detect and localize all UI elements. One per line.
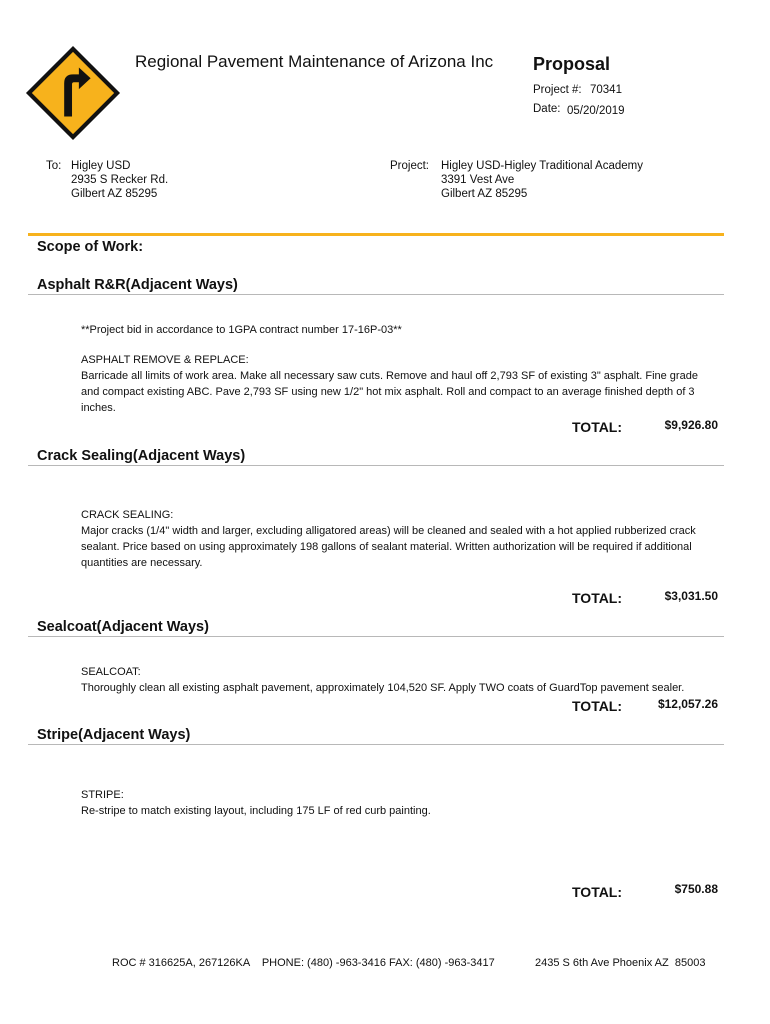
total-label: TOTAL: [572,419,623,435]
total-amount: $9,926.80 [664,418,718,432]
total-label: TOTAL: [572,698,623,714]
project-number-label: Project #: [533,84,582,96]
section-rule [28,465,724,466]
footer-address: 2435 S 6th Ave Phoenix AZ 85003 [535,957,706,969]
section-title: Stripe(Adjacent Ways) [37,727,191,743]
to-line: Higley USD [71,160,131,172]
turn-right-road-sign-icon [24,44,122,142]
project-address [441,159,643,201]
to-line: 2935 S Recker Rd. [71,174,169,186]
total-amount: $3,031.50 [664,589,718,603]
section-description: Major cracks (1/4" width and larger, excluding alligatored areas) will be cleaned and sealed with a hot applied rubberized crack sealant. Price based on using approximately 198 gallons of sealant material. Written authorization will be required if additional quantities are necessary. [81,525,696,570]
document-title: Proposal [533,54,611,74]
project-line: Gilbert AZ 85295 [441,188,528,200]
section-description: Thoroughly clean all existing asphalt pavement, approximately 104,520 SF. Apply TWO coats of GuardTop pavement sealer. [81,682,685,694]
project-label: Project: [390,160,429,172]
section-heading: SEALCOAT: [81,666,141,678]
date-value: 05/20/2019 [567,105,625,117]
scope-title: Scope of Work: [37,239,144,255]
section-description: Barricade all limits of work area. Make all necessary saw cuts. Remove and haul off 2,793 SF of existing 3" asphalt. Fine grade and compact existing ABC. Pave 2,793 SF using new 1/2" hot mix asphalt. Roll and compact to an average finished depth of 3 inches. [81,370,698,415]
date-label: Date: [533,103,561,115]
section-rule [28,744,724,745]
section-description: Re-stripe to match existing layout, including 175 LF of red curb painting. [81,805,431,817]
project-line: Higley USD-Higley Traditional Academy [441,160,643,172]
section-heading: ASPHALT REMOVE & REPLACE: [81,354,249,366]
contract-note: **Project bid in accordance to 1GPA contract number 17-16P-03** [81,324,402,336]
section-rule [28,636,724,637]
section-title: Crack Sealing(Adjacent Ways) [37,448,246,464]
total-label: TOTAL: [572,590,623,606]
to-line: Gilbert AZ 85295 [71,188,158,200]
section-title: Sealcoat(Adjacent Ways) [37,619,209,635]
section-divider [28,233,724,236]
project-number-value: 70341 [590,84,622,96]
to-label: To: [46,160,62,172]
section-heading: STRIPE: [81,789,124,801]
total-label: TOTAL: [572,884,623,900]
section-rule [28,294,724,295]
project-line: 3391 Vest Ave [441,174,515,186]
to-address [71,159,168,201]
section-heading: CRACK SEALING: [81,509,174,521]
total-amount: $12,057.26 [657,697,718,711]
total-amount: $750.88 [674,882,718,896]
company-name: Regional Pavement Maintenance of Arizona Inc [135,52,494,71]
section-title: Asphalt R&R(Adjacent Ways) [37,277,238,293]
footer-contact: ROC # 316625A, 267126KA PHONE: (480) -963-3416 FAX: (480) -963-3417 [112,957,495,969]
